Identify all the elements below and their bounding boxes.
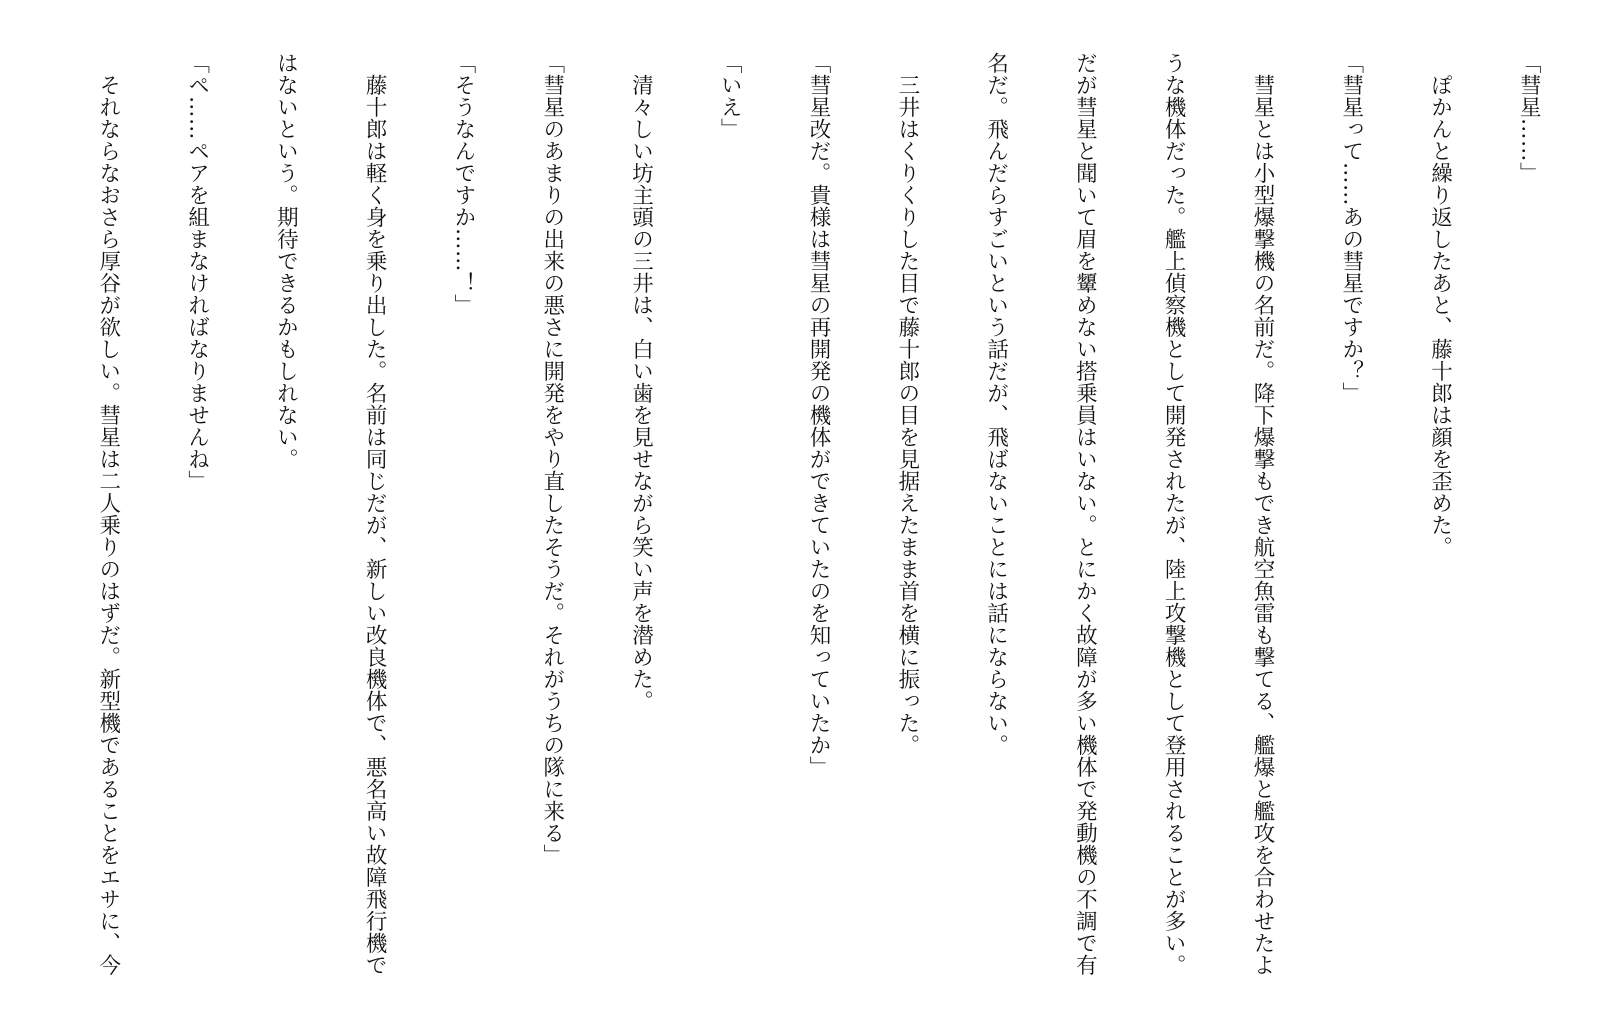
text-line-11: 清々しい坊主頭の三井は、白い歯を見せながら笑い声を潜めた。 bbox=[628, 52, 654, 712]
text-line-17: それならなおさら厚谷が欲しい。彗星は二人乗りのはずだ。新型機であることをエサに、今 bbox=[95, 52, 121, 976]
text-line-6-plain: だが彗星と聞いて眉を顰めない搭乗員はいない。とにかく故障が多い機体で発動機の不調で有 bbox=[1072, 52, 1098, 976]
text-line-9: 「彗星改だ。貴様は彗星の再開発の機体ができていたのを知っていたか」 bbox=[806, 52, 832, 778]
vertical-text-body bbox=[34, 52, 1602, 976]
text-line-16: 「ペ……ペアを組まなければなりませんね」 bbox=[184, 52, 210, 492]
text-line-2: ぽかんと繰り返したあと、藤十郎は顔を歪めた。 bbox=[1427, 52, 1453, 558]
text-line-14: 藤十郎は軽く身を乗り出した。名前は同じだが、新しい改良機体で、悪名高い故障飛行機で bbox=[362, 52, 388, 976]
text-line-7: 名だ。飛んだらすごいという話だが、飛ばないことには話にならない。 bbox=[983, 52, 1009, 756]
text-line-1: 「彗星……」 bbox=[1516, 52, 1542, 184]
text-line-6 bbox=[1070, 52, 1100, 976]
text-line-10: 「いえ」 bbox=[717, 52, 743, 140]
text-line-8: 三井はくりくりした目で藤十郎の目を見据えたまま首を横に振った。 bbox=[894, 52, 920, 756]
text-line-5: うな機体だった。艦上偵察機として開発されたが、陸上攻撃機として登用されることが多い。 bbox=[1161, 52, 1187, 976]
text-line-15: はないという。期待できるかもしれない。 bbox=[273, 52, 299, 470]
text-line-13: 「そうなんですか……！」 bbox=[450, 52, 476, 316]
text-line-4: 彗星とは小型爆撃機の名前だ。降下爆撃もでき航空魚雷も撃てる、艦爆と艦攻を合わせたよ bbox=[1249, 52, 1275, 976]
text-line-3: 「彗星って……あの彗星ですか？」 bbox=[1338, 52, 1364, 404]
text-line-12: 「彗星のあまりの出来の悪さに開発をやり直したそうだ。それがうちの隊に来る」 bbox=[539, 52, 565, 866]
